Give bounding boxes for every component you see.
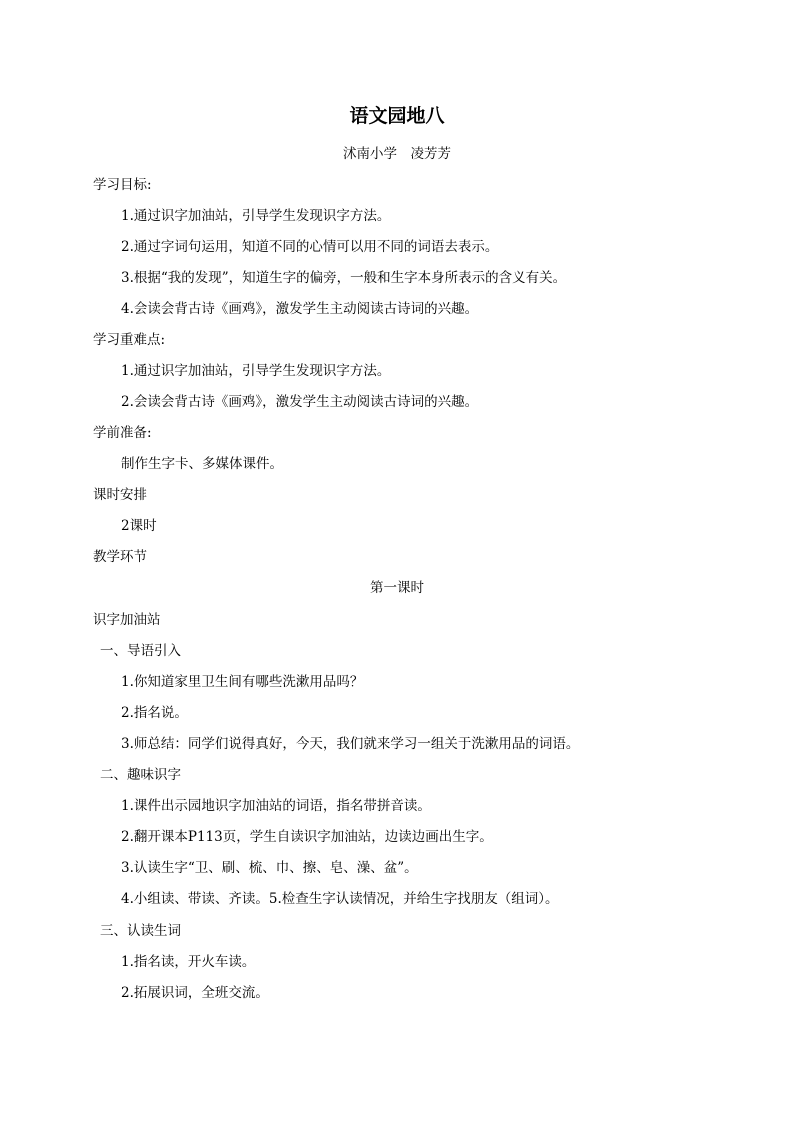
schedule-text: 2课时 [121, 518, 157, 534]
goals-heading: 学习目标: [93, 177, 152, 193]
goal-item: 2.通过字词句运用，知道不同的心情可以用不同的词语去表示。 [121, 239, 499, 255]
schedule-heading: 课时安排 [93, 487, 147, 503]
document-title: 语文园地八 [349, 105, 445, 127]
part1-item: 3.师总结：同学们说得真好，今天，我们就来学习一组关于洗漱用品的词语。 [121, 736, 580, 752]
part2-item: 3.认读生字“卫、刷、梳、巾、擦、皂、澡、盆”。 [121, 860, 418, 876]
part2-item: 4.小组读、带读、齐读。5.检查生字认读情况，并给生字找朋友（组词）。 [121, 891, 559, 907]
keypoint-item: 2.会读会背古诗《画鸡》，激发学生主动阅读古诗词的兴趣。 [121, 394, 479, 410]
part2-heading: 二、趣味识字 [100, 767, 181, 783]
part1-item: 2.指名说。 [121, 705, 188, 721]
part1-heading: 一、导语引入 [100, 643, 181, 659]
part2-item: 1.课件出示园地识字加油站的词语，指名带拼音读。 [121, 798, 431, 814]
prep-text: 制作生字卡、多媒体课件。 [121, 456, 283, 472]
subsection-title: 识字加油站 [93, 612, 161, 628]
part1-item: 1.你知道家里卫生间有哪些洗漱用品吗？ [121, 674, 364, 690]
keypoints-heading: 学习重难点: [93, 332, 166, 348]
lesson-title: 第一课时 [370, 580, 424, 596]
goal-item: 3.根据“我的发现”，知道生字的偏旁，一般和生字本身所表示的含义有关。 [121, 270, 567, 286]
process-heading: 教学环节 [93, 549, 147, 565]
part3-heading: 三、认读生词 [100, 923, 181, 939]
prep-heading: 学前准备: [93, 425, 152, 441]
part2-item: 2.翻开课本P113页，学生自读识字加油站，边读边画出生字。 [121, 829, 493, 845]
goal-item: 4.会读会背古诗《画鸡》，激发学生主动阅读古诗词的兴趣。 [121, 301, 479, 317]
keypoint-item: 1.通过识字加油站，引导学生发现识字方法。 [121, 363, 391, 379]
part3-item: 1.指名读，开火车读。 [121, 954, 256, 970]
part3-item: 2.拓展识词，全班交流。 [121, 985, 269, 1001]
author-line: 沭南小学 凌芳芳 [343, 146, 451, 162]
goal-item: 1.通过识字加油站，引导学生发现识字方法。 [121, 208, 391, 224]
